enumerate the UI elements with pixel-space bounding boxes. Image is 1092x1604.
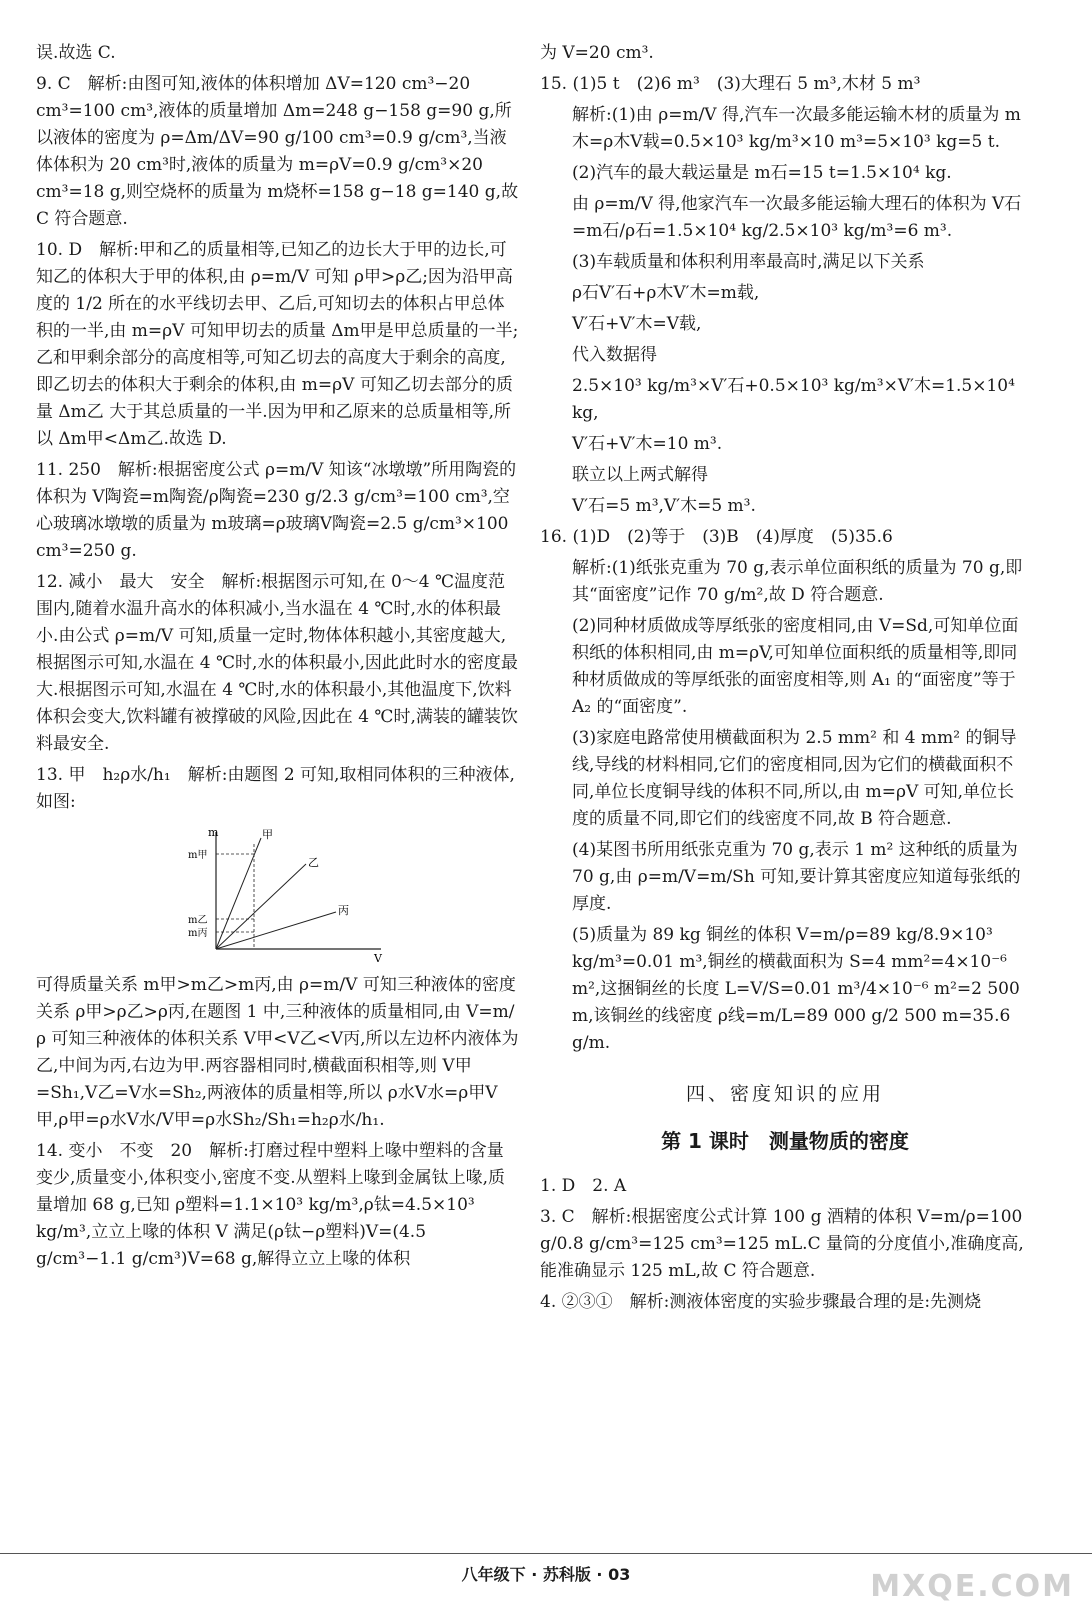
answer-3: 3. C 解析:根据密度公式计算 100 g 酒精的体积 V=m/ρ=100 g/0.8 g/cm³=125 cm³=125 mL.C 量筒的分度值小,准确度高,能准确显示 125 mL,故 C 符合题意.: [540, 1207, 1024, 1281]
line-bing: [216, 912, 336, 949]
left-column: [36, 40, 520, 1277]
answer-15-2: (2)汽车的最大载运量是 m石=15 t=1.5×10⁴ kg.: [572, 163, 952, 183]
answer-16-4: (4)某图书所用纸张克重为 70 g,表示 1 m² 这种纸的质量为 70 g,由 ρ=m/V=m/Sh 可知,要计算其密度应知道每张纸的厚度.: [572, 840, 1021, 914]
answer-13-cont: 可得质量关系 m甲>m乙>m丙,由 ρ=m/V 可知三种液体的密度关系 ρ甲>ρ乙>ρ丙,在题图 1 中,三种液体的质量相同,由 V=m/ρ 可知三种液体的体积关系 V甲<V乙<V丙,所以左边杯内液体为乙,中间为丙,右边为甲.两容器相同时,横截面积相等,则 V甲=Sh₁,V乙=V水=Sh₂,两液体的质量相等,所以 ρ水V水=ρ甲V甲,ρ甲=ρ水V水/V甲=ρ水Sh₂/Sh₁=h₂ρ水/h₁.: [36, 975, 519, 1130]
answer-10: 10. D 解析:甲和乙的质量相等,已知乙的边长大于甲的边长,可知乙的体积大于甲的体积,由 ρ=m/V 可知 ρ甲>ρ乙;因为沿甲高度的 1/2 所在的水平线切去甲、乙后,可知切去的体积占甲总体积的一半,由 m=ρV 可知甲切去的质量 Δm甲是甲总质量的一半;乙和甲剩余部分的高度相等,可知乙切去的高度大于剩余的高度,即乙切去的体积大于剩余的体积,由 m=ρV 可知乙切去部分的质量 Δm乙 大于其总质量的一半.因为甲和乙原来的总质量相等,所以 Δm甲<Δm乙.故选 D.: [36, 240, 519, 449]
answer-16-1: 解析:(1)纸张克重为 70 g,表示单位面积纸的质量为 70 g,即其“面密度”记作 70 g/m²,故 D 符合题意.: [572, 558, 1023, 605]
answer-text: 为 V=20 cm³.: [540, 43, 654, 63]
mv-graph: [186, 824, 386, 964]
label-bing: 丙: [338, 904, 349, 917]
answer-16-5: (5)质量为 89 kg 铜丝的体积 V=m/ρ=89 kg/8.9×10³ kg/m³=0.01 m³,铜丝的横截面积为 S=4 mm²=4×10⁻⁶ m²,这捆铜丝的长度 L=V/S=0.01 m³/4×10⁻⁶ m²=2 500 m,该铜丝的线密度 ρ线=m/L=89 000 g/2 500 m=35.6 g/m.: [572, 925, 1020, 1053]
x-axis-label: V: [374, 952, 382, 964]
equation-line: V′石+V′木=10 m³.: [572, 434, 723, 454]
answer-15-1: 解析:(1)由 ρ=m/V 得,汽车一次最多能运输木材的质量为 m木=ρ木V载=0.5×10³ kg/m³×10 m³=5×10³ kg=5 t.: [572, 105, 1021, 152]
equation-line: 2.5×10³ kg/m³×V′石+0.5×10³ kg/m³×V′木=1.5×10⁴ kg,: [572, 376, 1015, 423]
answer-13: 13. 甲 h₂ρ水/h₁ 解析:由题图 2 可知,取相同体积的三种液体,如图:: [36, 765, 515, 812]
line-yi: [216, 864, 306, 949]
answer-9: 9. C 解析:由图可知,液体的体积增加 ΔV=120 cm³−20 cm³=100 cm³,液体的质量增加 Δm=248 g−158 g=90 g,所以液体的密度为 ρ=Δm/ΔV=90 g/100 cm³=0.9 g/cm³,当液体体积为 20 cm³时,液体的质量为 m=ρV=0.9 g/cm³×20 cm³=18 g,则空烧杯的质量为 m烧杯=158 g−18 g=140 g,故 C 符合题意.: [36, 74, 519, 229]
equation-line: 联立以上两式解得: [572, 465, 708, 485]
label-yi: 乙: [308, 856, 319, 869]
answer-16-3: (3)家庭电路常使用横截面积为 2.5 mm² 和 4 mm² 的铜导线,导线的材料相同,它们的密度相同,因为它们的横截面积不同,单位长度铜导线的体积不同,所以,由 m=ρV 可知,单位长度的质量不同,即它们的线密度不同,故 B 符合题意.: [572, 728, 1017, 829]
equation-line: V′石=5 m³,V′木=5 m³.: [572, 496, 756, 516]
answer-1-2: 1. D 2. A: [540, 1176, 627, 1196]
watermark: MXQE.COM: [870, 1569, 1074, 1604]
lesson-title: 第 1 课时 测量物质的密度: [661, 1129, 909, 1153]
tick-m-yi: m乙: [188, 915, 208, 926]
label-jia: 甲: [262, 828, 273, 841]
answer-15: 15. (1)5 t (2)6 m³ (3)大理石 5 m³,木材 5 m³: [540, 74, 921, 94]
tick-m-jia: m甲: [188, 850, 208, 861]
answer-text: 误.故选 C.: [36, 43, 116, 63]
answer-12: 12. 减小 最大 安全 解析:根据图示可知,在 0～4 ℃温度范围内,随着水温升高水的体积减小,当水温在 4 ℃时,水的体积最小.由公式 ρ=m/V 可知,质量一定时,物体体积越小,其密度越大,根据图示可知,水温在 4 ℃时,水的体积最小,因此此时水的密度最大.根据图示可知,水温在 4 ℃时,水的体积最小,其他温度下,饮料体积会变大,饮料罐有被撑破的风险,因此在 4 ℃时,满装的罐装饮料最安全.: [36, 572, 518, 754]
equation-line: V′石+V′木=V载,: [572, 314, 702, 334]
answer-15-3: (3)车载质量和体积利用率最高时,满足以下关系: [572, 252, 925, 272]
tick-m-bing: m丙: [188, 928, 208, 939]
answer-4: 4. ②③① 解析:测液体密度的实验步骤最合理的是:先测烧: [540, 1292, 982, 1312]
mass-volume-figure: [186, 824, 386, 964]
right-column: [540, 40, 1030, 1320]
answer-16: 16. (1)D (2)等于 (3)B (4)厚度 (5)35.6: [540, 527, 893, 547]
answer-14: 14. 变小 不变 20 解析:打磨过程中塑料上喙中塑料的含量变少,质量变小,体积变小,密度不变.从塑料上喙到金属钛上喙,质量增加 68 g,已知 ρ塑料=1.1×10³ kg/m³,ρ钛=4.5×10³ kg/m³,立立上喙的体积 V 满足(ρ钛−ρ塑料)V=(4.5 g/cm³−1.1 g/cm³)V=68 g,解得立立上喙的体积: [36, 1141, 506, 1269]
answer-11: 11. 250 解析:根据密度公式 ρ=m/V 知该“冰墩墩”所用陶瓷的体积为 V陶瓷=m陶瓷/ρ陶瓷=230 g/2.3 g/cm³=100 cm³,空心玻璃冰墩墩的质量为 m玻璃=ρ玻璃V陶瓷=2.5 g/cm³×100 cm³=250 g.: [36, 460, 517, 561]
section-title: 四、密度知识的应用: [685, 1083, 884, 1105]
answer-15-2b: 由 ρ=m/V 得,他家汽车一次最多能运输大理石的体积为 V石=m石/ρ石=1.5×10⁴ kg/2.5×10³ kg/m³=6 m³.: [572, 194, 1022, 241]
equation-line: 代入数据得: [572, 345, 657, 365]
footer-divider: [0, 1553, 1092, 1554]
page-footer: 八年级下 · 苏科版 · 03: [461, 1565, 631, 1584]
answer-16-2: (2)同种材质做成等厚纸张的密度相同,由 V=Sd,可知单位面积纸的体积相同,由 m=ρV,可知单位面积纸的质量相等,即同种材质做成的等厚纸张的面密度相等,则 A₁ 的“面密度”等于 A₂ 的“面密度”.: [572, 616, 1019, 717]
y-axis-label: m: [208, 826, 219, 839]
equation-line: ρ石V′石+ρ木V′木=m载,: [572, 283, 760, 303]
